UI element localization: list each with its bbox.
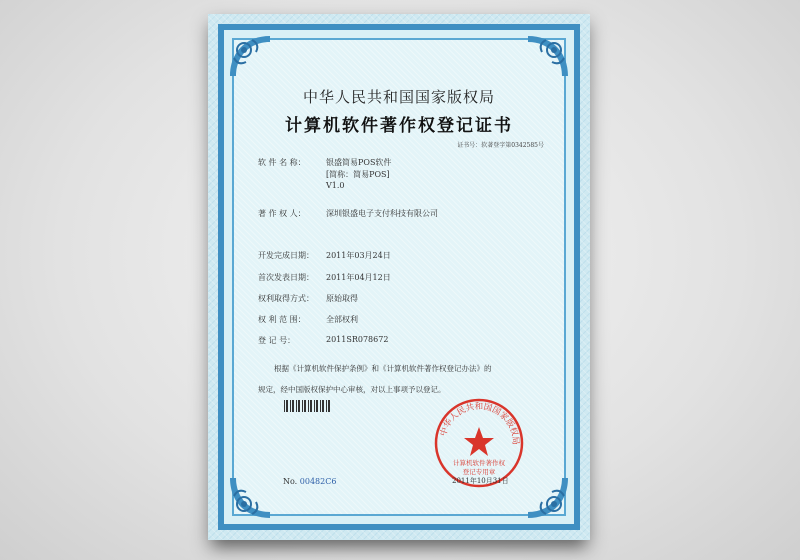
svg-text:中华人民共和国国家版权局: 中华人民共和国国家版权局 [438,401,521,446]
field-value: V1.0 [326,181,345,190]
field-value: 2011年03月24日 [326,251,391,260]
svg-text:登记专用章: 登记专用章 [462,468,496,476]
field-label: 著 作 权 人： [258,209,306,218]
field-label: 权利取得方式： [258,294,314,303]
field-label: 开发完成日期： [258,251,314,260]
svg-text:计算机软件著作权: 计算机软件著作权 [453,459,505,467]
certificate-title: 计算机软件著作权登记证书 [285,116,513,136]
field-value: 2011SR078672 [326,335,389,344]
issuer-name: 中华人民共和国国家版权局 [302,88,495,106]
field-value: 全部权利 [326,315,358,324]
serial-prefix: No. [283,477,298,486]
field-value: 深圳银盛电子支付科技有限公司 [326,209,438,218]
field-acquisition-method [258,293,358,304]
field-rights-scope [258,314,358,325]
serial-number [283,477,336,486]
certificate [208,14,590,540]
field-version [258,181,345,190]
field-value: 银盛简易POS软件 [326,158,392,167]
field-registration-number [258,335,388,346]
legal-paragraph-line2: 规定，经中国版权保护中心审核，对以上事项予以登记。 [258,385,446,394]
certificate-number: 证书号：软著登字第0342585号 [457,142,544,149]
field-completion-date [258,250,391,261]
field-label: 软 件 名 称： [258,158,306,167]
field-label: 登 记 号： [258,336,296,345]
field-publish-date [258,272,391,283]
field-value: [简称：简易POS] [326,170,390,179]
barcode-icon [284,400,330,412]
serial-value: 00482C6 [299,477,337,486]
field-label: 首次发表日期： [258,273,314,282]
field-label: 权 利 范 围： [258,315,306,324]
issue-date: 2011年10月31日 [452,477,509,485]
field-value: 原始取得 [326,294,358,303]
legal-paragraph-line1: 根据《计算机软件保护条例》和《计算机软件著作权登记办法》的 [274,364,492,373]
field-copyright-owner [258,208,438,219]
field-label [258,169,326,180]
field-value: 2011年04月12日 [326,273,391,282]
field-software-name [258,157,391,168]
field-label [258,181,326,190]
field-short-name [258,169,390,180]
certificate-content [208,14,590,540]
